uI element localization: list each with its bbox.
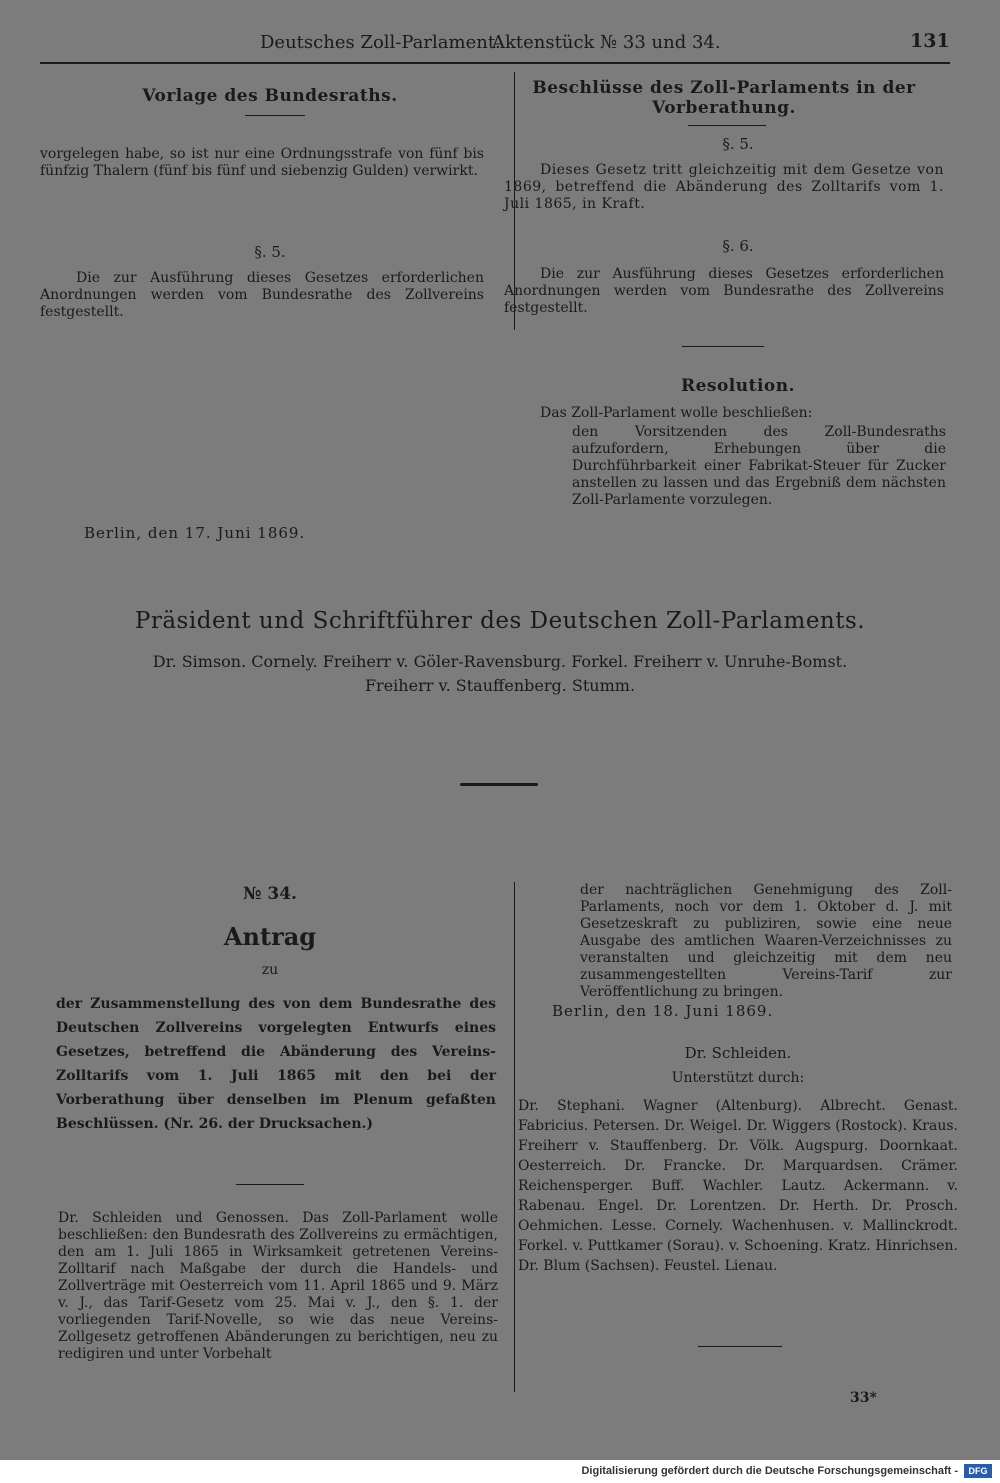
- page-number: 131: [910, 30, 950, 52]
- left-column-title: Vorlage des Bundesraths.: [142, 86, 398, 106]
- signatures-title: Präsident und Schriftführer des Deutschen Zoll-Parlaments.: [134, 608, 866, 634]
- doc34-date: Berlin, den 18. Juni 1869.: [552, 1002, 774, 1020]
- left-paragraph-1: vorgelegen habe, so ist nur eine Ordnungsstrafe von fünf bis fünfzig Thalern (fünf bis fünf und siebenzig Gulden) verwirkt.: [40, 146, 484, 179]
- doc34-number: № 34.: [243, 884, 297, 904]
- doc34-continuation: der nachträglichen Genehmigung des Zoll-Parlaments, noch vor dem 1. Oktober d. J. mit Gesetzeskraft zu publiziren, sowie eine neue Ausgabe des amtlichen Waaren-Verzeichnisses zu veranstalten und gleichzeitig mit dem neu zusammengestellten Vereins-Tarif zur Veröffentlichung zu bringen.: [580, 882, 952, 1000]
- left-date: Berlin, den 17. Juni 1869.: [84, 524, 306, 542]
- resolution-text: den Vorsitzenden des Zoll-Bundesraths aufzufordern, Erhebungen über die Durchführbarkeit einer Fabrikat-Steuer für Zucker anstellen zu lassen und das Ergebniß dem nächsten Zoll-Parlamente vorzulegen.: [572, 424, 946, 508]
- doc34-title: Antrag: [223, 922, 317, 951]
- doc34-zu: zu: [261, 962, 279, 978]
- right-paragraph-1: Dieses Gesetz tritt gleichzeitig mit dem Gesetze von 1869, betreffend die Abänderung des Zolltarifs vom 1. Juli 1865, in Kraft.: [504, 162, 944, 212]
- doc34-subject-rule: [236, 1184, 304, 1185]
- doc34-subject: der Zusammenstellung des von dem Bundesrathe des Deutschen Zollvereins vorgelegten Entwurfs eines Gesetzes, betreffend die Abänderung des Vereins-Zolltarifs vom 1. Juli 1865 mit den bei der Vorberathung über denselben im Plenum gefaßten Beschlüssen. (Nr. 26. der Drucksachen.): [56, 996, 496, 1132]
- right-paragraph-2: Die zur Ausführung dieses Gesetzes erforderlichen Anordnungen werden vom Bundesrathe des Zollvereins festgestellt.: [504, 266, 944, 316]
- right-title-rule: [688, 125, 766, 126]
- signatures-line-2: Freiherr v. Stauffenberg. Stumm.: [364, 676, 636, 695]
- left-paragraph-2: Die zur Ausführung dieses Gesetzes erforderlichen Anordnungen werden vom Bundesrathe des Zollvereins festgestellt.: [40, 270, 484, 320]
- doc34-signer: Dr. Schleiden.: [684, 1044, 792, 1062]
- left-section-5: §. 5.: [254, 243, 286, 261]
- signature-mark: 33*: [850, 1390, 877, 1406]
- right-section-5: §. 5.: [722, 135, 754, 153]
- header-rule: [40, 62, 950, 64]
- right-column-title: Beschlüsse des Zoll-Parlaments in der Vorberathung.: [532, 78, 916, 118]
- doc34-body: Dr. Schleiden und Genossen. Das Zoll-Parlament wolle beschließen: den Bundesrath des Zollvereins zu ermächtigen, den am 1. Juli 1865 in Wirksamkeit getretenen Vereins-Zolltarif nach Maßgabe der durch die Handels- und Zollverträge mit Oesterreich vom 11. April 1865 und 9. März v. J., das Tarif-Gesetz vom 25. Mai v. J., den §. 1. der vorliegenden Tarif-Novelle, so wie das neue Vereins-Zollgesetz getroffenen Abänderungen zu berichtigen, neu zu redigiren und unter Vorbehalt: [58, 1210, 498, 1362]
- right-divider-rule: [682, 346, 764, 347]
- document-reference: Aktenstück № 33 und 34.: [492, 32, 721, 53]
- ornamental-dash: [460, 783, 538, 786]
- footer-credit: Digitalisierung gefördert durch die Deutsche Forschungsgemeinschaft -: [581, 1465, 958, 1477]
- doc34-supported-by: Unterstützt durch:: [671, 1070, 805, 1086]
- digitization-footer: [0, 1460, 1000, 1483]
- dfg-logo: DFG: [964, 1464, 992, 1478]
- doc34-end-rule: [698, 1346, 782, 1347]
- signatures-line-1: Dr. Simson. Cornely. Freiherr v. Göler-Ravensburg. Forkel. Freiherr v. Unruhe-Bomst.: [152, 652, 848, 671]
- resolution-intro: Das Zoll-Parlament wolle beschließen:: [540, 405, 813, 421]
- resolution-title: Resolution.: [680, 376, 796, 396]
- doc34-supporters: Dr. Stephani. Wagner (Altenburg). Albrecht. Genast. Fabricius. Petersen. Dr. Weigel. Dr. Wiggers (Rostock). Kraus. Freiherr v. Stauffenberg. Dr. Völk. Augspurg. Doornkaat. Oesterreich. Dr. Francke. Dr. Marquardsen. Crämer. Reichensperger. Buff. Wachler. Lautz. Ackermann. v. Rabenau. Engel. Dr. Lorentzen. Dr. Herth. Dr. Prosch. Oehmichen. Lesse. Cornely. Wachenhusen. v. Mallinckrodt. Forkel. v. Puttkamer (Sorau). v. Schoening. Kratz. Hinrichsen. Dr. Blum (Sachsen). Feustel. Lienau.: [518, 1098, 958, 1274]
- left-title-rule: [245, 115, 305, 116]
- doc34-column-divider: [514, 882, 515, 1392]
- running-title: Deutsches Zoll-Parlament.: [260, 32, 501, 53]
- right-section-6: §. 6.: [722, 237, 754, 255]
